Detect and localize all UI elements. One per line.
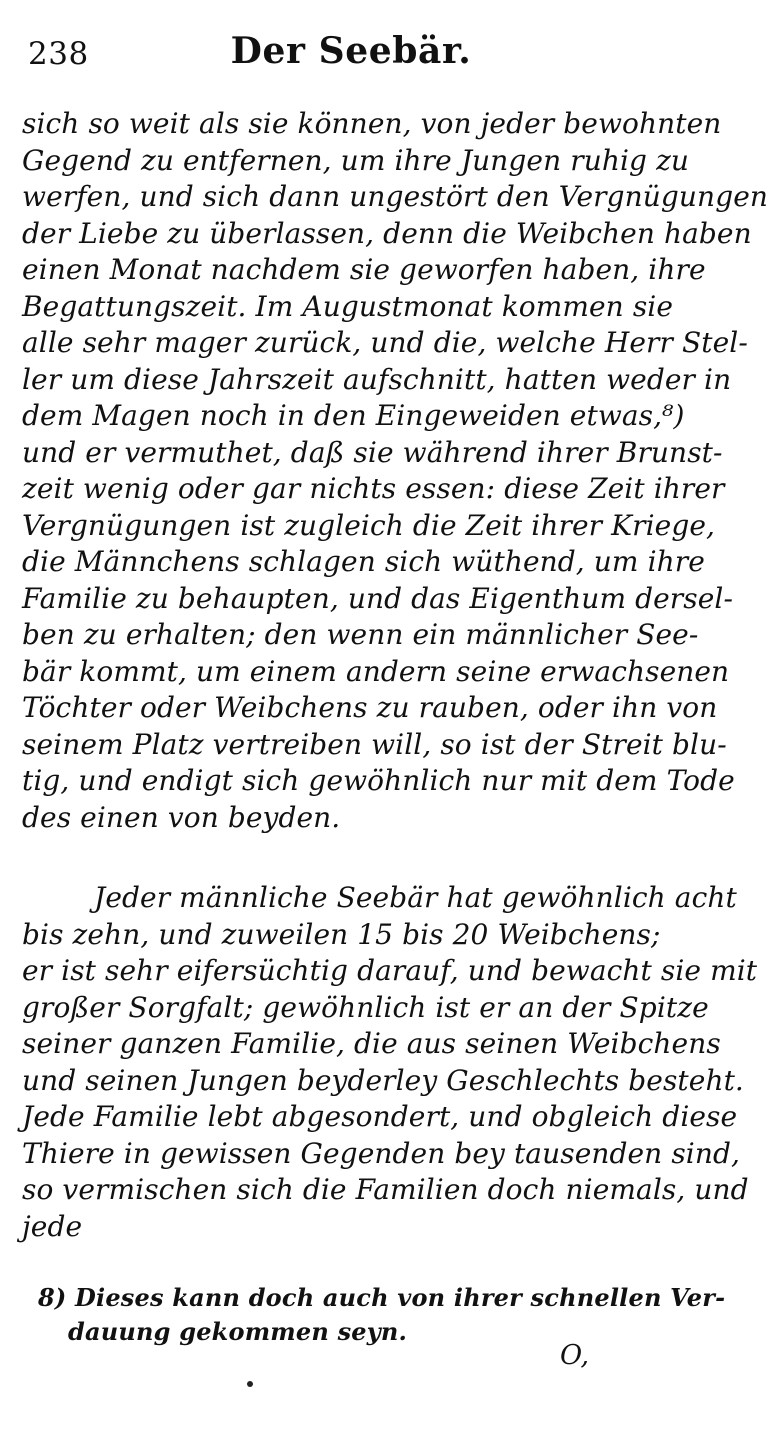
footnote xyxy=(38,1281,726,1349)
catchword: jede xyxy=(22,1209,83,1243)
text-line: und er vermuthet, daß sie während ihrer Brunst- xyxy=(22,435,723,469)
text-line: Töchter oder Weibchens zu rauben, oder ihn von xyxy=(22,691,718,724)
text-line: Thiere in gewissen Gegenden bey tausenden sind, xyxy=(22,1136,741,1170)
text-line: seiner ganzen Familie, die aus seinen Weibchens xyxy=(22,1027,721,1060)
text-line: Familie zu behaupten, und das Eigenthum dersel- xyxy=(22,581,734,615)
text-line: er ist sehr eifersüchtig darauf, und bewacht sie mit xyxy=(22,954,758,987)
text-line: Jede Familie lebt abgesondert, und obgleich diese xyxy=(22,1100,738,1133)
text-line: seinem Platz vertreiben will, so ist der Streit blu- xyxy=(22,727,727,761)
signature-mark: O, xyxy=(560,1340,590,1371)
text-line: so vermischen sich die Familien doch niemals, und xyxy=(22,1173,749,1206)
text-line: der Liebe zu überlassen, denn die Weibchen haben xyxy=(22,216,752,250)
page-number: 238 xyxy=(28,36,89,72)
text-line: großer Sorgfalt; gewöhnlich ist er an der Spitze xyxy=(22,990,709,1024)
running-title: Der Seebär. xyxy=(230,30,472,72)
text-line: werfen, und sich dann ungestört den Vergnügungen xyxy=(22,180,768,213)
text-line: Gegend zu entfernen, um ihre Jungen ruhig zu xyxy=(22,143,690,177)
text-line: tig, und endigt sich gewöhnlich nur mit dem Tode xyxy=(22,764,735,797)
text-line: zeit wenig oder gar nichts essen: diese Zeit ihrer xyxy=(22,472,725,505)
text-line: alle sehr mager zurück, und die, welche Herr Stel- xyxy=(22,326,748,359)
footnote-line: dauung gekommen seyn. xyxy=(68,1317,408,1346)
text-line: bis zehn, und zuweilen 15 bis 20 Weibchens; xyxy=(22,917,661,951)
text-line: Jeder männliche Seebär hat gewöhnlich acht xyxy=(94,881,737,914)
text-line: einen Monat nachdem sie geworfen haben, ihre xyxy=(22,253,706,286)
main-text xyxy=(22,106,768,1245)
text-line: Begattungszeit. Im Augustmonat kommen sie xyxy=(22,289,674,323)
text-line: und seinen Jungen beyderley Geschlechts besteht. xyxy=(22,1063,744,1097)
page-header xyxy=(22,28,680,86)
text-line: ben zu erhalten; den wenn ein männlicher See- xyxy=(22,618,699,651)
text-line: ler um diese Jahrszeit aufschnitt, hatten weder in xyxy=(22,362,732,396)
text-line: sich so weit als sie können, von jeder bewohnten xyxy=(22,107,722,140)
footnote-line: 8) Dieses kann doch auch von ihrer schnellen Ver- xyxy=(38,1283,726,1312)
text-line: bär kommt, um einem andern seine erwachsenen xyxy=(22,654,730,688)
ink-speck xyxy=(247,1381,253,1387)
text-line: dem Magen noch in den Eingeweiden etwas,⁸) xyxy=(22,399,685,432)
text-line: des einen von beyden. xyxy=(22,800,341,834)
paragraph-gap xyxy=(22,836,680,880)
text-line: die Männchens schlagen sich wüthend, um ihre xyxy=(22,545,705,578)
text-line: Vergnügungen ist zugleich die Zeit ihrer Kriege, xyxy=(22,508,716,542)
